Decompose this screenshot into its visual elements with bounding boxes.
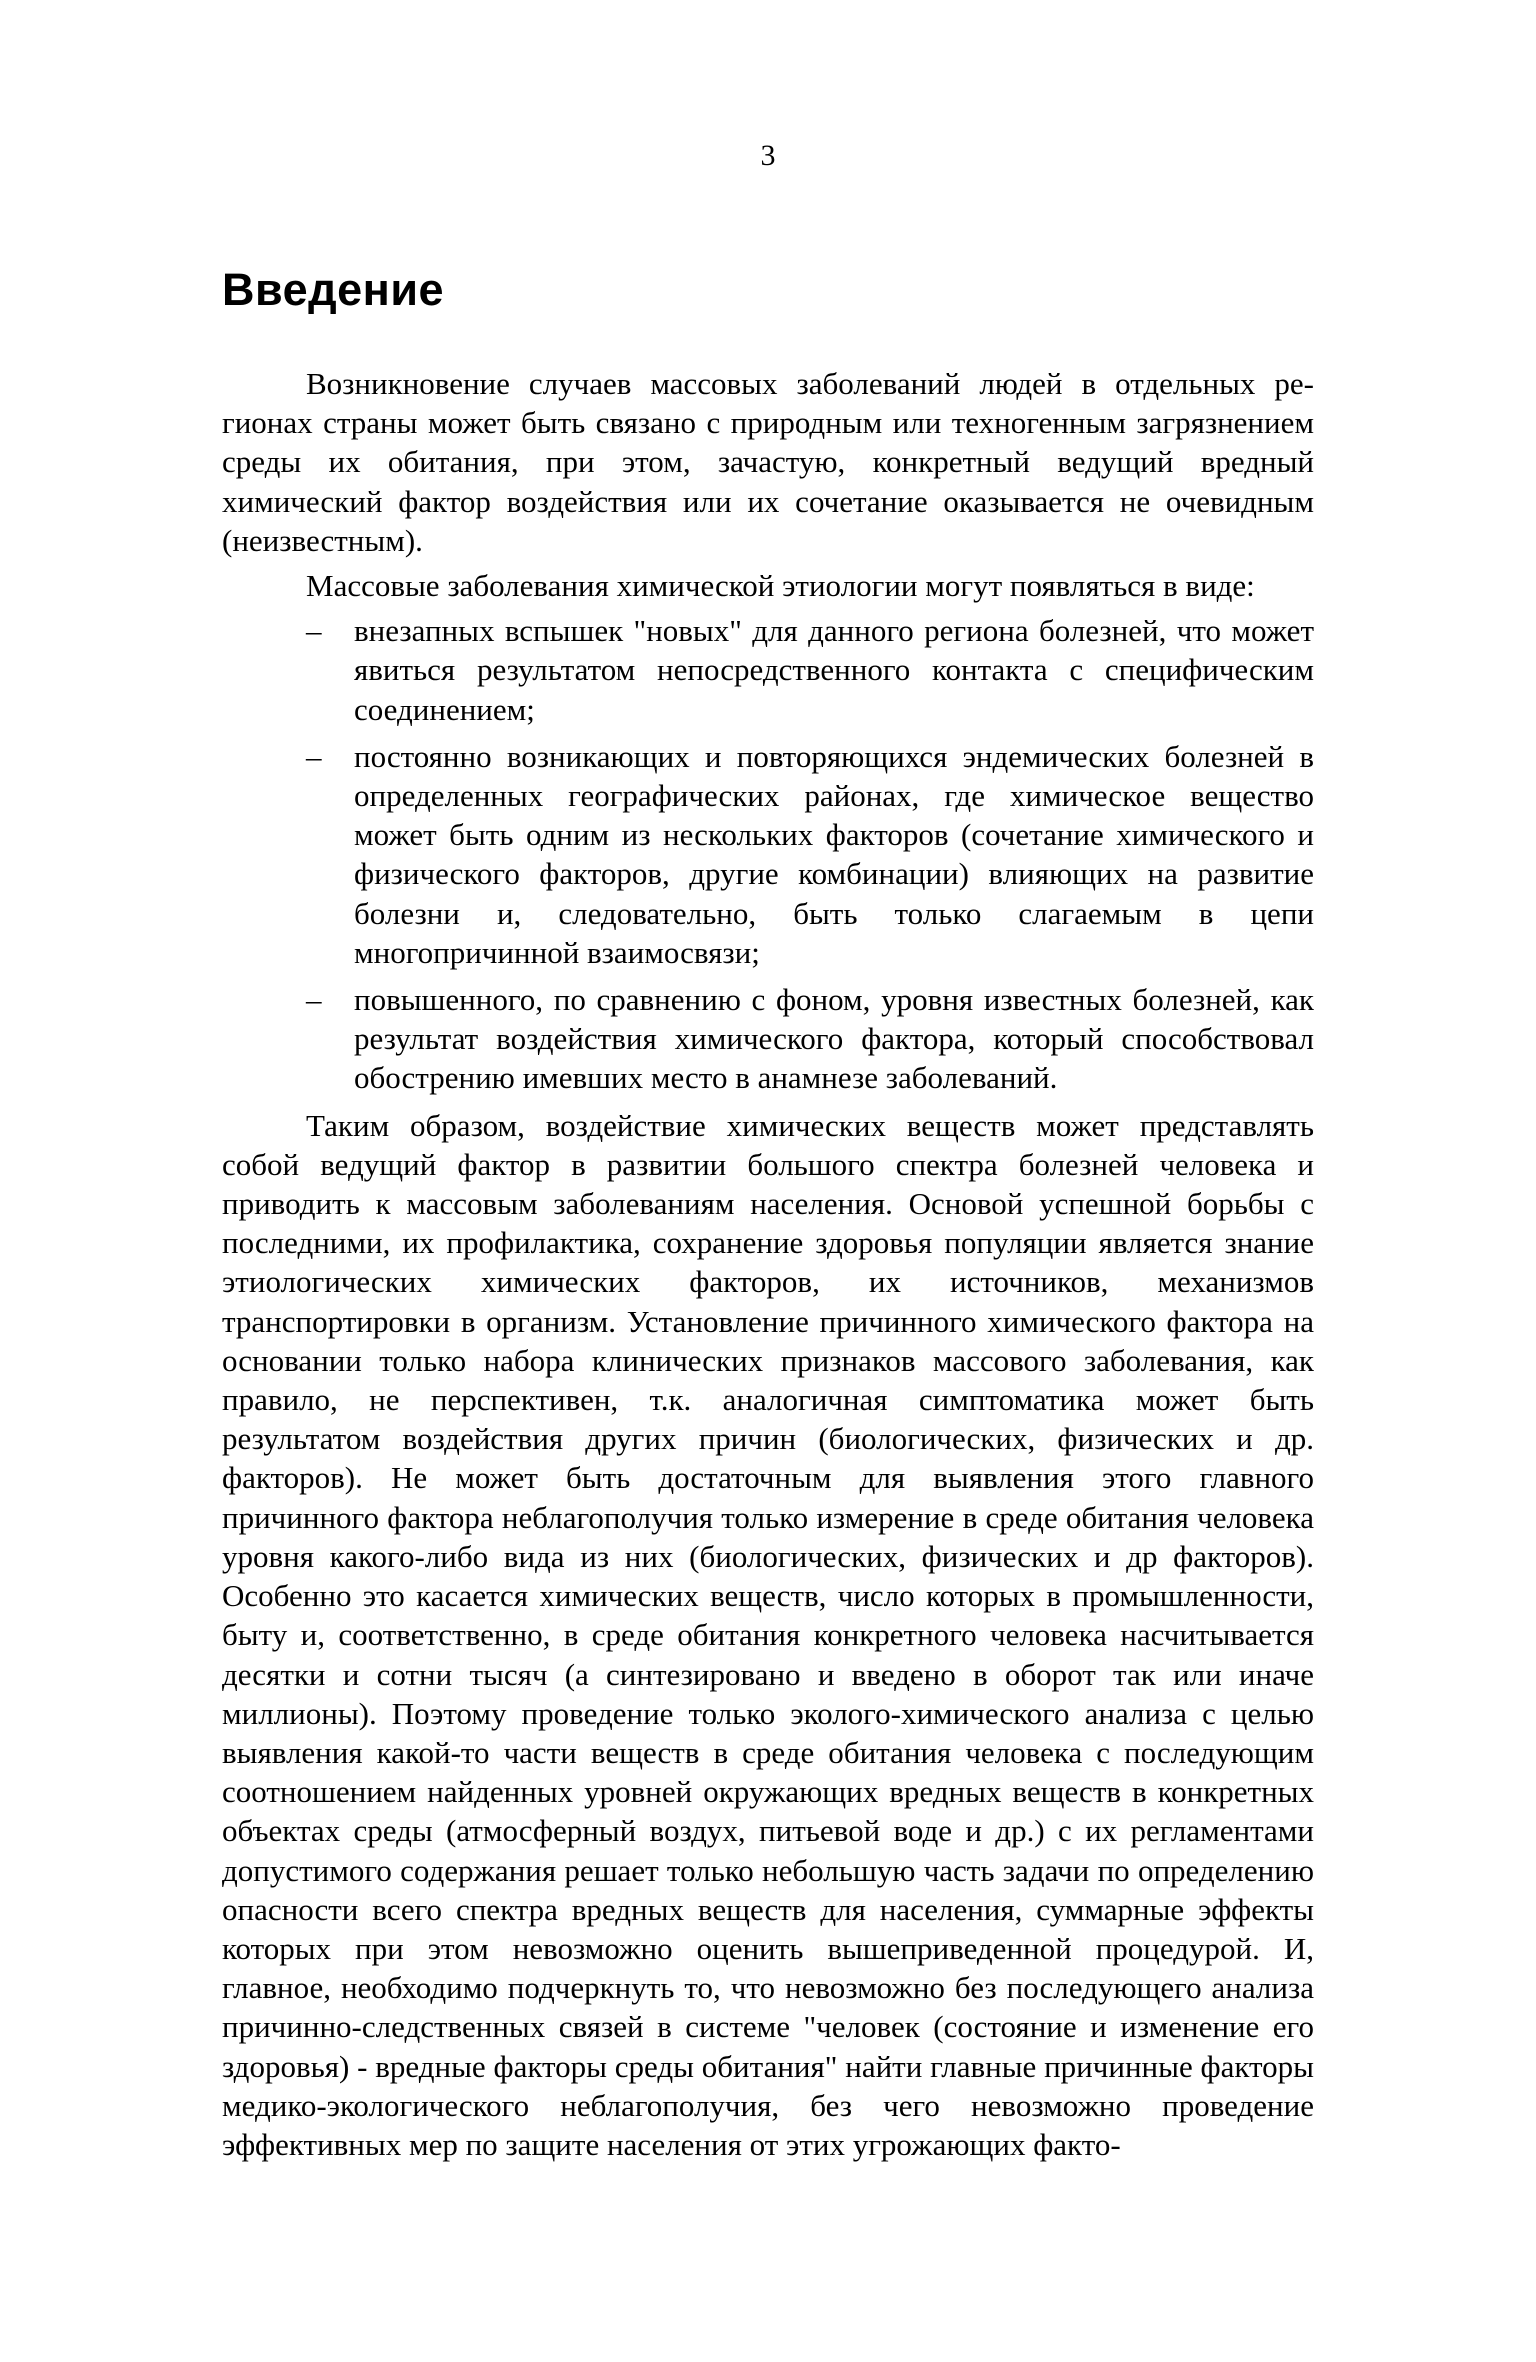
list-item (222, 980, 1314, 1098)
list-item (222, 611, 1314, 729)
page-number: 3 (760, 139, 776, 172)
body-text (222, 364, 1314, 2164)
paragraph-list-lead: Массовые заболевания химической этиологии могут появляться в виде: (306, 568, 1255, 604)
dash-marker: – (306, 738, 322, 774)
paragraph-main: Таким образом, воздействие химических веществ может представлять собой ведущий фактор в развитии большого спектра болезней человека и приводить к массовым заболеваниям населения. Основой успешной борьбы с последними, их профилактика, сохранение здоровья популяции является знание этиологических химических факторов, их источников, механизмов транспортировки в организм. Установление причинного химического фактора на основании только набора клинических признаков массового заболевания, как правило, не перспективен, т.к. аналогичная симптоматика может быть результатом воздействия других причин (биологических, физических и др. факторов). Не может быть достаточным для выявления этого главного причинного фактора неблагополучия только измерение в среде обитания человека уровня какого-либо вида из них (биологических, физических и др факторов). Особенно это касается химических веществ, число которых в промышленности, быту и, соответственно, в среде обитания конкретного человека насчитывается десятки и сотни тысяч (а синтезировано и введено в оборот так или иначе миллионы). Поэтому проведение только эколого-химического анализа с целью выявления какой-то части веществ в среде обитания человека с последующим соотношением найденных уровней окружающих вредных веществ в конкретных объектах среды (атмосферный воздух, питьевой воде и др.) с их регламентами допустимого содержания решает только небольшую часть задачи по определению опасности всего спектра вредных веществ для населения, суммарные эффекты которых при этом невозможно оценить вышеприведенной процедурой. И, главное, необходимо подчеркнуть то, что невозможно без последующего анализа причинно-следственных связей в системе "человек (состояние и изменение его здоровья) - вредные факторы среды обитания" найти главные причинные факторы медико-экологического неблагополучия, без чего невозможно проведение эффективных мер по защите населения от этих угрожающих факто- (222, 1107, 1314, 2162)
list-item-text: повышенного, по сравнению с фоном, уровня известных болезней, как результат воздействия химического фактора, который способствовал обострению имевших место в анамнезе заболеваний. (354, 982, 1314, 1096)
dash-marker: – (306, 613, 322, 649)
dash-marker: – (306, 982, 322, 1018)
list-item-text: постоянно возникающих и повторяющихся эндемических болезней в определенных географических районах, где химическое вещество может быть одним из нескольких факторов (сочетание химического и физического факторов, другие комбинации) влияющих на развитие болезни и, следовательно, быть только слагаемым в цепи многопричинной взаимосвязи; (354, 738, 1314, 970)
section-heading: Введение (222, 264, 445, 315)
dash-list (222, 611, 1314, 1097)
paragraph-intro: Возникновение случаев массовых заболеваний людей в отдельных регионах страны может быть связано с природным или техногенным загрязнением среды их обитания, при этом, зачастую, конкретный ведущий вредный химический фактор воздействия или их сочетание оказывается не очевидным (неизвестным). (222, 366, 1314, 558)
list-item (222, 737, 1314, 972)
list-item-text: внезапных вспышек "новых" для данного региона болезней, что может явиться результатом непосредственного контакта с специфическим соединением; (354, 613, 1314, 727)
